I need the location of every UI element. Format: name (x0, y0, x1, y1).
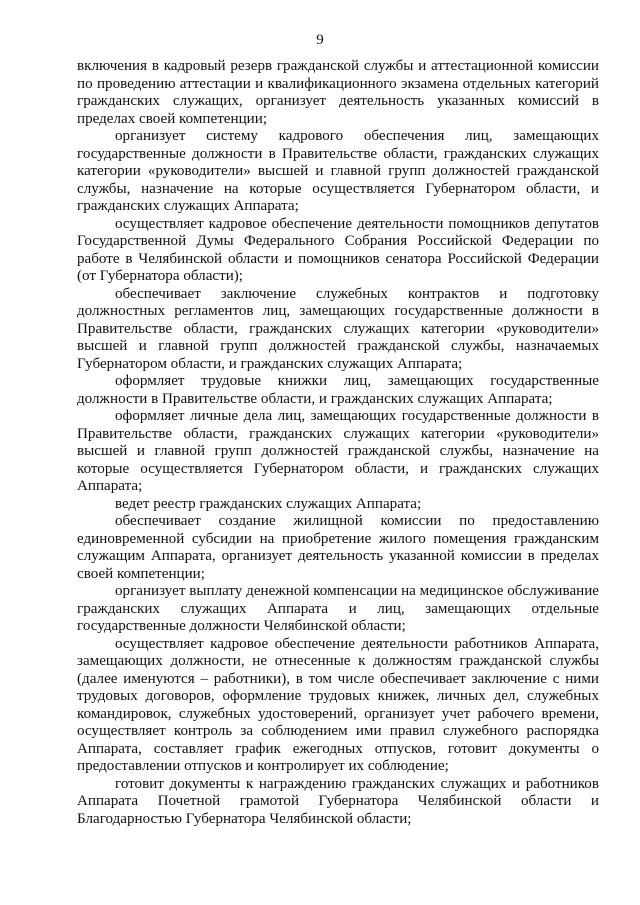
paragraph: организует выплату денежной компенсации на медицинское обслуживание гражданских служащих Аппарата и лиц, замещающих отдельные государственные должности Челябинской области; (77, 583, 599, 634)
paragraph: оформляет личные дела лиц, замещающих государственные должности в Правительстве области, гражданских служащих категории «руководители» высшей и главной групп должностей гражданской службы, назначение на которые осуществляется Губернатором области, и гражданских служащих Аппарата; (77, 408, 599, 494)
document-body (77, 58, 599, 828)
paragraph: осуществляет кадровое обеспечение деятельности помощников депутатов Государственной Думы Федерального Собрания Российской Федерации по работе в Челябинской области и помощников сенатора Российской Федерации (от Губернатора области); (77, 215, 599, 284)
paragraph: осуществляет кадровое обеспечение деятельности работников Аппарата, замещающих должности, не отнесенные к должностям гражданской службы (далее именуются – работники), в том числе обеспечивает заключение с ними трудовых договоров, оформление трудовых книжек, личных дел, служебных командировок, служебных удостоверений, организует учет рабочего времени, осуществляет контроль за соблюдением ими правил служебного распорядка Аппарата, составляет график ежегодных отпусков, готовит документы о предоставлении отпусков и контролирует их соблюдение; (77, 635, 599, 774)
paragraph: оформляет трудовые книжки лиц, замещающих государственные должности в Правительстве области, и гражданских служащих Аппарата; (77, 373, 599, 407)
paragraph: обеспечивает создание жилищной комиссии по предоставлению единовременной субсидии на приобретение жилого помещения гражданским служащим Аппарата, организует деятельность указанной комиссии в пределах своей компетенции; (77, 513, 599, 582)
paragraph: организует систему кадрового обеспечения лиц, замещающих государственные должности в Правительстве области, гражданских служащих категории «руководители» высшей и главной групп должностей гражданской службы, назначение на которые осуществляется Губернатором области, и гражданских служащих Аппарата; (77, 128, 599, 214)
paragraph: ведет реестр гражданских служащих Аппарата; (115, 495, 422, 512)
paragraph: включения в кадровый резерв гражданской службы и аттестационной комиссии по проведению аттестации и квалификационного экзамена отдельных категорий гражданских служащих, организует деятельность указанных комиссий в пределах своей компетенции; (77, 58, 599, 127)
page-number: 9 (316, 32, 324, 48)
paragraph: готовит документы к награждению гражданских служащих и работников Аппарата Почетной грамотой Губернатора Челябинской области и Благодарностью Губернатора Челябинской области; (77, 775, 599, 827)
paragraph: обеспечивает заключение служебных контрактов и подготовку должностных регламентов лиц, замещающих государственные должности в Правительстве области, гражданских служащих категории «руководители» высшей и главной групп должностей гражданской службы, назначаемых Губернатором области, и гражданских служащих Аппарата; (77, 285, 599, 372)
